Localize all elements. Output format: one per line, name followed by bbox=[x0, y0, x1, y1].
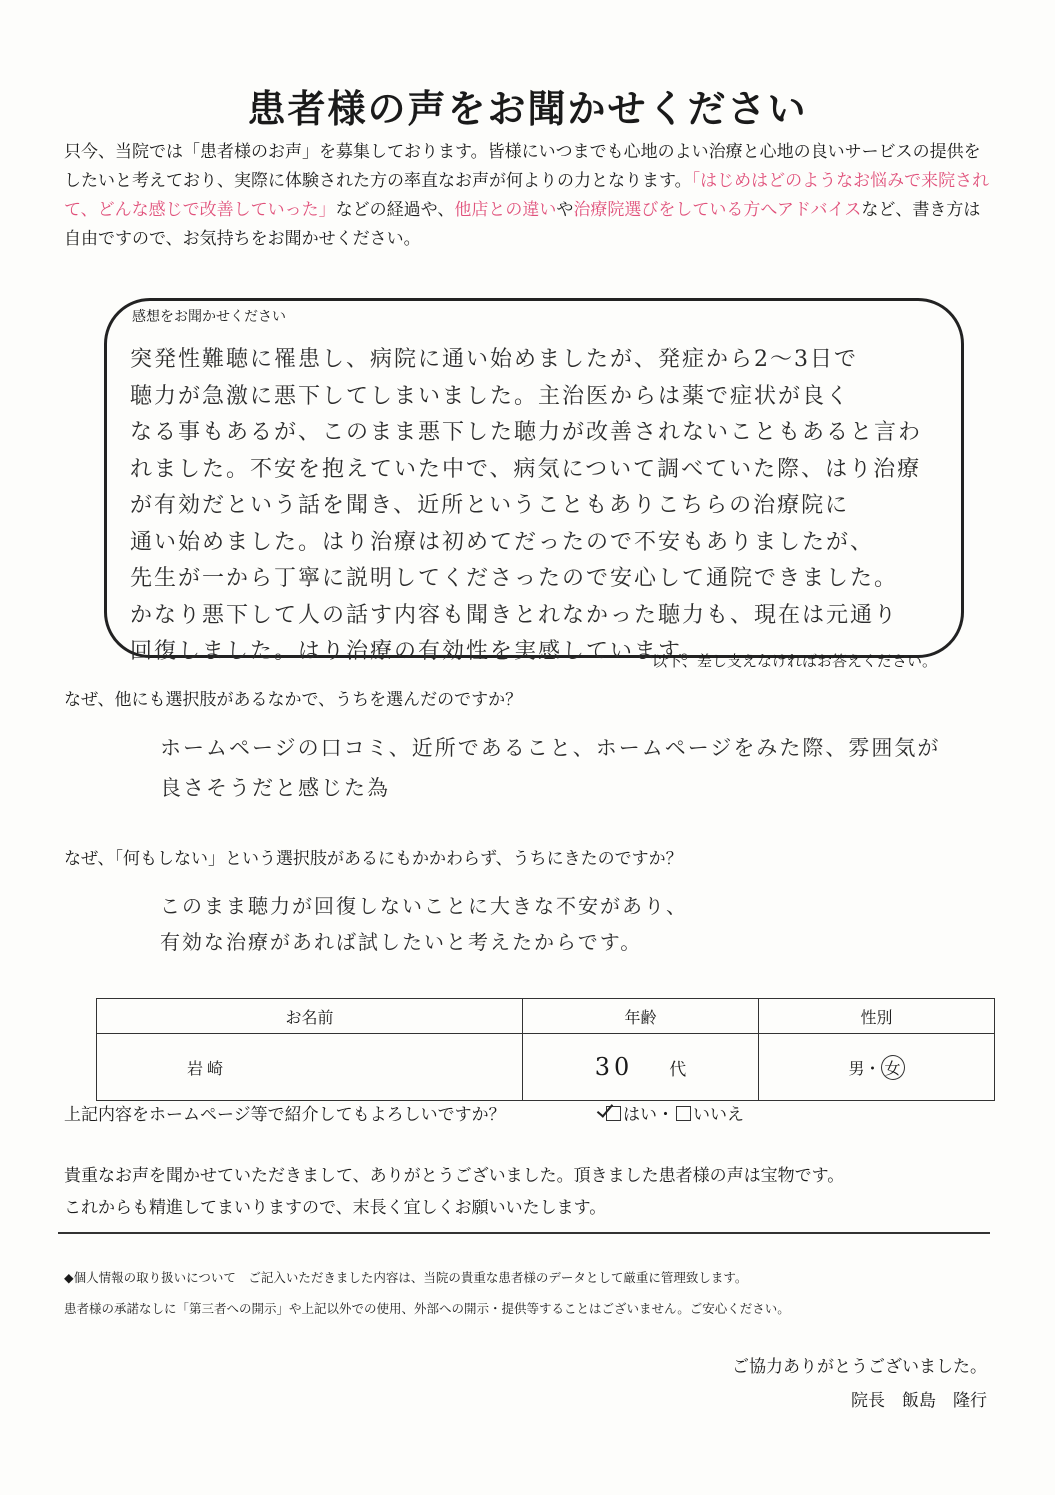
intro-text: 只今、当院では「患者様のお声」を募集しております。皆様にいつまでも心地のよい治療と心地の良いサービスの提供をしたいと考えており、実際に体験された方の率直なお声が何よりの力となります。 bbox=[64, 142, 981, 191]
answer-2 bbox=[160, 888, 950, 960]
page-title: 患者様の声をお聞かせください bbox=[247, 87, 808, 131]
intro-highlight: 「はじめはどのようなお悩みで来院されて、どんな感じで改善していった」 bbox=[64, 171, 990, 220]
age-value: 30 bbox=[594, 1053, 634, 1081]
gender-female-selected: 女 bbox=[881, 1055, 905, 1080]
impressions-label: 感想をお聞かせください bbox=[132, 309, 286, 325]
consent-yes-checkbox[interactable] bbox=[606, 1106, 621, 1121]
answer-1 bbox=[160, 728, 950, 808]
gender-cell bbox=[759, 1034, 995, 1101]
privacy-line: ◆個人情報の取り扱いについて ご記入いただきました内容は、当院の貴重な患者様のデータとして厳重に管理致します。 bbox=[64, 1270, 748, 1285]
privacy-notice bbox=[64, 1262, 964, 1324]
handwritten-line: れました。不安を抱えていた中で、病気について調べていた際、はり治療 bbox=[130, 456, 922, 482]
handwritten-line: なる事もあるが、このまま悪下した聴力が改善されないこともあると言わ bbox=[130, 420, 923, 445]
divider bbox=[58, 1232, 990, 1234]
name-value: 岩崎 bbox=[97, 1034, 523, 1101]
optional-note: 以下、差し支えなければお答えください。 bbox=[652, 652, 938, 670]
closing-thanks: ご協力ありがとうございました。 bbox=[732, 1357, 987, 1377]
thanks-message bbox=[64, 1160, 1004, 1224]
consent-options bbox=[604, 1100, 744, 1125]
gender-separator: ・ bbox=[864, 1058, 881, 1078]
intro-paragraph bbox=[64, 138, 994, 254]
consent-no-checkbox[interactable] bbox=[676, 1106, 691, 1121]
impressions-text bbox=[130, 342, 950, 671]
handwritten-line: が有効だという話を聞き、近所ということもありこちらの治療院に bbox=[130, 493, 850, 518]
handwritten-line: かなり悪下して人の話す内容も聞きとれなかった聴力も、現在は元通り bbox=[130, 602, 899, 628]
handwritten-line: 回復しました。はり治療の有効性を実感しています。 bbox=[130, 639, 705, 664]
gender-male: 男 bbox=[848, 1058, 865, 1078]
intro-highlight: 治療院選びをしている方へアドバイス bbox=[573, 200, 862, 220]
handwritten-line: ホームページの口コミ、近所であること、ホームページをみた際、雰囲気が bbox=[160, 736, 941, 760]
consent-no-label: いいえ bbox=[693, 1105, 744, 1125]
handwritten-line: 良さそうだと感じた為 bbox=[160, 776, 390, 800]
handwritten-line: 通い始めました。はり治療は初めてだったので不安もありましたが、 bbox=[130, 529, 875, 555]
intro-text: や bbox=[556, 200, 574, 220]
info-table bbox=[96, 998, 995, 1101]
age-header: 年齢 bbox=[523, 999, 759, 1034]
question-1: なぜ、他にも選択肢があるなかで、うちを選んだのですか？ bbox=[64, 690, 523, 710]
question-2: なぜ、「何もしない」という選択肢があるにもかかわらず、うちにきたのですか？ bbox=[64, 849, 683, 869]
consent-question: 上記内容をホームページ等で紹介してもよろしいですか？ bbox=[64, 1105, 506, 1125]
consent-separator: ・ bbox=[657, 1105, 674, 1125]
thanks-line: これからも精進してまいりますので、末長く宜しくお願いいたします。 bbox=[64, 1198, 607, 1218]
consent-yes-label: はい bbox=[623, 1105, 657, 1125]
name-header: お名前 bbox=[97, 999, 523, 1034]
gender-header: 性別 bbox=[759, 999, 995, 1034]
intro-highlight: 他店との違い bbox=[454, 200, 557, 220]
privacy-line: 患者様の承諾なしに「第三者への開示」や上記以外での使用、外部への開示・提供等することはございません。ご安心ください。 bbox=[64, 1301, 790, 1316]
intro-text: などの経過や、 bbox=[335, 200, 455, 220]
thanks-line: 貴重なお声を聞かせていただきまして、ありがとうございました。頂きました患者様の声は宝物です。 bbox=[64, 1166, 845, 1186]
age-unit: 代 bbox=[669, 1060, 687, 1080]
signature: 院長 飯島 隆行 bbox=[851, 1391, 987, 1411]
handwritten-line: 先生が一から丁寧に説明してくださったので安心して通院できました。 bbox=[130, 566, 899, 591]
age-cell bbox=[523, 1034, 759, 1101]
handwritten-line: 有効な治療があれば試したいと考えたからです。 bbox=[160, 930, 643, 954]
intro-text: など、書き方は自由ですので、お気持ちをお聞かせください。 bbox=[64, 200, 981, 249]
handwritten-line: 突発性難聴に罹患し、病院に通い始めましたが、発症から2～3日で bbox=[130, 347, 858, 372]
closing-block bbox=[732, 1350, 987, 1418]
handwritten-line: 聴力が急激に悪下してしまいました。主治医からは薬で症状が良く bbox=[130, 383, 851, 409]
handwritten-line: このまま聴力が回復しないことに大きな不安があり、 bbox=[160, 894, 688, 918]
